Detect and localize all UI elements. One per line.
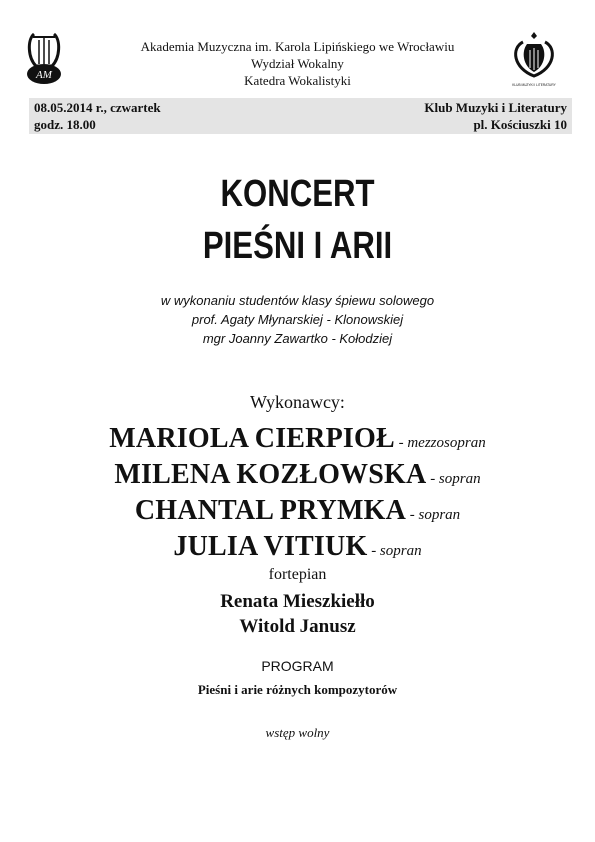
performer-name: MARIOLA CIERPIOŁ (109, 423, 395, 454)
performer-voice: - sopran (426, 471, 481, 487)
teacher-1: prof. Agaty Młynarskiej - Klonowskiej (191, 312, 404, 327)
event-time: godz. 18.00 (34, 117, 96, 132)
department-name: Katedra Wokalistyki (244, 73, 351, 88)
program-description: Pieśni i arie różnych kompozytorów (197, 682, 398, 697)
free-entry-note: wstęp wolny (265, 725, 330, 740)
performer-voice: - sopran (367, 543, 422, 559)
concert-subtitle (0, 291, 595, 348)
concert-title (54, 168, 542, 272)
piano-label: fortepian (268, 566, 327, 583)
performer-item (0, 457, 595, 493)
performers-label: Wykonawcy: (250, 392, 345, 412)
faculty-name: Wydział Wokalny (251, 56, 344, 71)
title-line-2: PIEŚNI I ARII (202, 225, 393, 267)
lyre-club-icon (509, 30, 559, 90)
event-info-bar (29, 98, 572, 134)
performer-name: CHANTAL PRYMKA (134, 495, 406, 526)
subtitle-line: w wykonaniu studentów klasy śpiewu solowego (160, 293, 435, 308)
performers-list (0, 421, 595, 565)
academy-logo (24, 30, 64, 88)
performer-voice: - mezzosopran (394, 435, 486, 451)
performer-name: MILENA KOZŁOWSKA (114, 459, 427, 490)
pianists-list (0, 589, 595, 639)
event-date: 08.05.2014 r., czwartek (34, 100, 161, 115)
pianist-name: Renata Mieszkiełło (220, 591, 375, 612)
title-line-1: KONCERT (220, 173, 375, 215)
performer-item (0, 421, 595, 457)
performer-item (0, 493, 595, 529)
event-venue (424, 99, 567, 133)
venue-address: pl. Kościuszki 10 (473, 117, 567, 132)
program-label: PROGRAM (261, 658, 334, 674)
performer-name: JULIA VITIUK (173, 531, 368, 562)
performer-item (0, 529, 595, 565)
pianist-name: Witold Janusz (239, 616, 356, 637)
teacher-2: mgr Joanny Zawartko - Kołodziej (202, 331, 393, 346)
club-logo (509, 30, 559, 90)
lyre-monogram-icon (24, 30, 64, 88)
venue-name: Klub Muzyki i Literatury (424, 100, 567, 115)
institution-name: Akademia Muzyczna im. Karola Lipińskiego we Wrocławiu (140, 39, 455, 54)
logo-monogram: AM (36, 69, 52, 81)
event-date-time (34, 99, 161, 133)
club-logo-caption: KLUB MUZYKI I LITERATURY (512, 83, 556, 87)
performer-voice: - sopran (406, 507, 461, 523)
institution-header (90, 38, 505, 89)
